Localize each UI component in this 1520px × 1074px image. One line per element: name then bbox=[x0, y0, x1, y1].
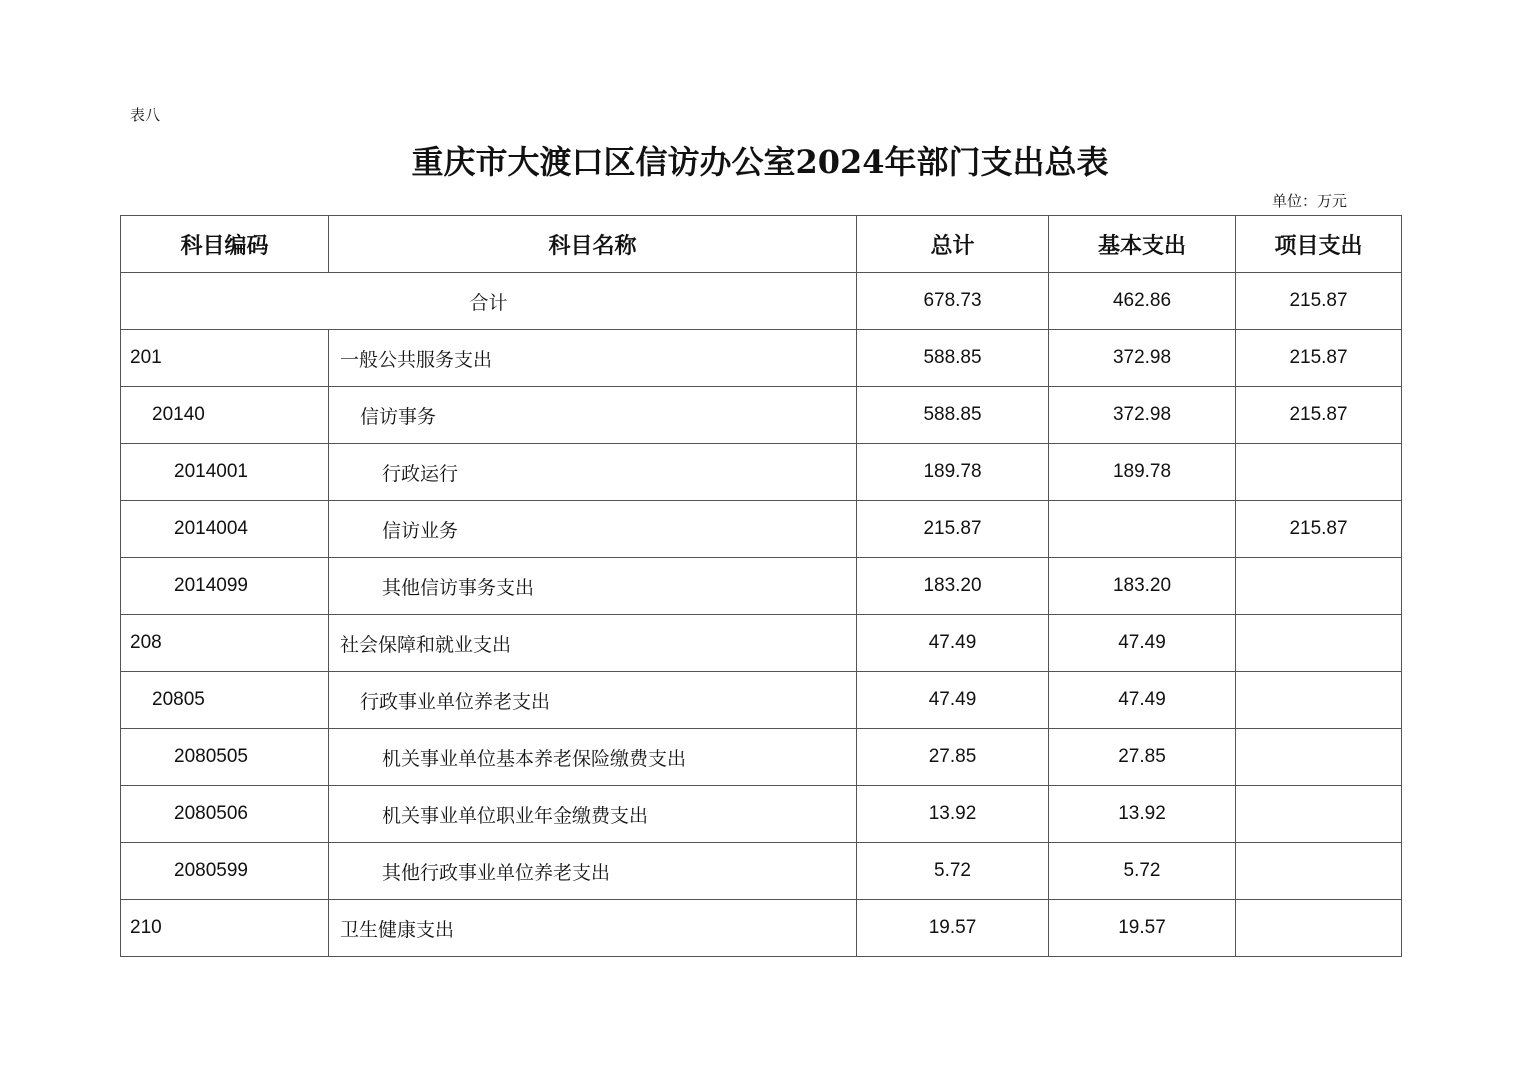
row-basic: 183.20 bbox=[1049, 558, 1236, 615]
header-total: 总计 bbox=[857, 216, 1049, 273]
row-code: 208 bbox=[121, 615, 329, 672]
row-name: 机关事业单位职业年金缴费支出 bbox=[329, 786, 857, 843]
row-code: 2014099 bbox=[121, 558, 329, 615]
table-row bbox=[121, 786, 1402, 843]
row-code: 20805 bbox=[121, 672, 329, 729]
row-project bbox=[1236, 615, 1402, 672]
row-project bbox=[1236, 672, 1402, 729]
table-row bbox=[121, 444, 1402, 501]
row-code: 2014001 bbox=[121, 444, 329, 501]
row-basic bbox=[1049, 501, 1236, 558]
row-project: 215.87 bbox=[1236, 387, 1402, 444]
total-value: 678.73 bbox=[857, 273, 1049, 330]
row-project bbox=[1236, 900, 1402, 957]
row-name: 社会保障和就业支出 bbox=[329, 615, 857, 672]
row-name: 行政运行 bbox=[329, 444, 857, 501]
row-project bbox=[1236, 843, 1402, 900]
table-row bbox=[121, 330, 1402, 387]
row-basic: 47.49 bbox=[1049, 615, 1236, 672]
expenditure-table bbox=[120, 215, 1402, 957]
row-code: 2014004 bbox=[121, 501, 329, 558]
row-total: 183.20 bbox=[857, 558, 1049, 615]
row-total: 215.87 bbox=[857, 501, 1049, 558]
row-project bbox=[1236, 444, 1402, 501]
row-basic: 27.85 bbox=[1049, 729, 1236, 786]
row-name: 一般公共服务支出 bbox=[329, 330, 857, 387]
row-basic: 13.92 bbox=[1049, 786, 1236, 843]
total-project: 215.87 bbox=[1236, 273, 1402, 330]
row-basic: 372.98 bbox=[1049, 330, 1236, 387]
row-basic: 19.57 bbox=[1049, 900, 1236, 957]
row-total: 27.85 bbox=[857, 729, 1049, 786]
table-row bbox=[121, 900, 1402, 957]
unit-label: 单位：万元 bbox=[1272, 192, 1348, 210]
row-total: 19.57 bbox=[857, 900, 1049, 957]
total-row bbox=[121, 273, 1402, 330]
header-row bbox=[121, 216, 1402, 273]
table-number: 表八 bbox=[130, 106, 161, 124]
table-row bbox=[121, 558, 1402, 615]
row-name: 其他信访事务支出 bbox=[329, 558, 857, 615]
row-project bbox=[1236, 558, 1402, 615]
table-row bbox=[121, 672, 1402, 729]
header-name: 科目名称 bbox=[329, 216, 857, 273]
row-code: 20140 bbox=[121, 387, 329, 444]
row-name: 机关事业单位基本养老保险缴费支出 bbox=[329, 729, 857, 786]
row-name: 其他行政事业单位养老支出 bbox=[329, 843, 857, 900]
table-row bbox=[121, 387, 1402, 444]
row-basic: 372.98 bbox=[1049, 387, 1236, 444]
row-total: 47.49 bbox=[857, 672, 1049, 729]
row-code: 2080506 bbox=[121, 786, 329, 843]
table-row bbox=[121, 501, 1402, 558]
header-project: 项目支出 bbox=[1236, 216, 1402, 273]
row-project bbox=[1236, 786, 1402, 843]
row-name: 信访业务 bbox=[329, 501, 857, 558]
document-title: 重庆市大渡口区信访办公室2024年部门支出总表 bbox=[411, 143, 1109, 181]
table-row bbox=[121, 729, 1402, 786]
row-code: 2080505 bbox=[121, 729, 329, 786]
row-code: 201 bbox=[121, 330, 329, 387]
row-name: 信访事务 bbox=[329, 387, 857, 444]
table-row bbox=[121, 615, 1402, 672]
header-code: 科目编码 bbox=[121, 216, 329, 273]
row-name: 行政事业单位养老支出 bbox=[329, 672, 857, 729]
total-label: 合计 bbox=[121, 273, 857, 330]
row-total: 189.78 bbox=[857, 444, 1049, 501]
row-total: 588.85 bbox=[857, 387, 1049, 444]
total-basic: 462.86 bbox=[1049, 273, 1236, 330]
row-total: 588.85 bbox=[857, 330, 1049, 387]
row-project: 215.87 bbox=[1236, 501, 1402, 558]
row-basic: 5.72 bbox=[1049, 843, 1236, 900]
row-project bbox=[1236, 729, 1402, 786]
row-code: 2080599 bbox=[121, 843, 329, 900]
row-total: 47.49 bbox=[857, 615, 1049, 672]
row-basic: 189.78 bbox=[1049, 444, 1236, 501]
row-code: 210 bbox=[121, 900, 329, 957]
row-name: 卫生健康支出 bbox=[329, 900, 857, 957]
header-basic: 基本支出 bbox=[1049, 216, 1236, 273]
table-row bbox=[121, 843, 1402, 900]
row-project: 215.87 bbox=[1236, 330, 1402, 387]
row-basic: 47.49 bbox=[1049, 672, 1236, 729]
row-total: 5.72 bbox=[857, 843, 1049, 900]
row-total: 13.92 bbox=[857, 786, 1049, 843]
